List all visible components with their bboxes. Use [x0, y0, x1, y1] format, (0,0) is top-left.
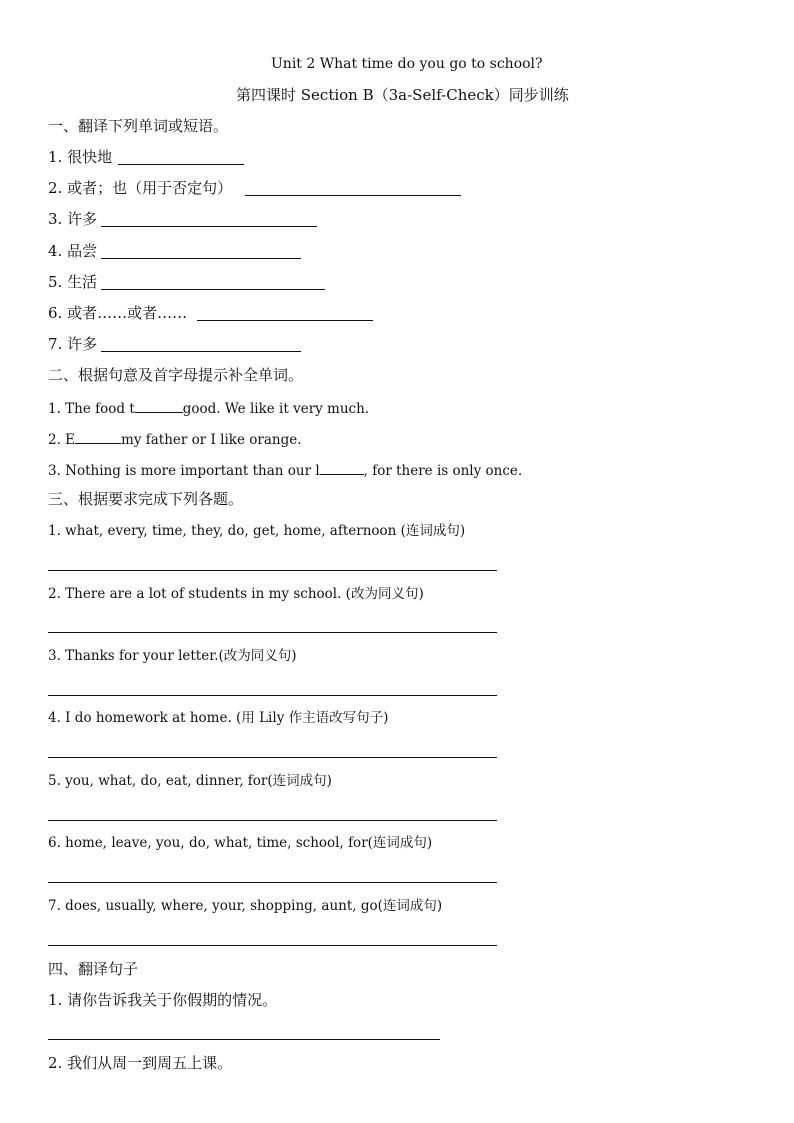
fill-item-2 — [48, 432, 302, 448]
task-item-7: 7. does, usually, where, your, shopping, aunt, go(连词成句) — [48, 898, 443, 914]
fill-item-2-pre: 2. E — [48, 432, 76, 448]
task-item-2: 2. There are a lot of students in my school. (改为同义句) — [48, 586, 424, 602]
fill-item-1-post: good. We like it very much. — [182, 401, 370, 417]
answer-line-7[interactable] — [48, 945, 497, 946]
task-item-1: 1. what, every, time, they, do, get, home, afternoon (连词成句) — [48, 523, 466, 539]
page-title: Unit 2 What time do you go to school? — [271, 56, 543, 72]
answer-blank-5[interactable] — [101, 289, 325, 290]
fill-blank-2[interactable] — [75, 432, 121, 444]
translate-answer-line-1[interactable] — [48, 1039, 440, 1040]
answer-blank-1[interactable] — [118, 164, 244, 165]
section2-heading: 二、根据句意及首字母提示补全单词。 — [48, 366, 304, 384]
task-item-6: 6. home, leave, you, do, what, time, school, for(连词成句) — [48, 835, 433, 851]
answer-line-5[interactable] — [48, 820, 497, 821]
fill-item-3 — [48, 463, 522, 479]
section1-item-2: 2. 或者；也（用于否定句） — [48, 179, 233, 197]
fill-item-3-post: , for there is only once. — [363, 463, 523, 479]
section1-item-5: 5. 生活 — [48, 273, 98, 291]
answer-blank-3[interactable] — [101, 226, 317, 227]
section1-item-7: 7. 许多 — [48, 335, 98, 353]
section1-item-4: 4. 品尝 — [48, 242, 98, 260]
answer-line-4[interactable] — [48, 757, 497, 758]
answer-blank-7[interactable] — [101, 351, 301, 352]
translate-item-2: 2. 我们从周一到周五上课。 — [48, 1054, 233, 1072]
task-item-4: 4. I do homework at home. (用 Lily 作主语改写句子) — [48, 710, 389, 726]
answer-blank-2[interactable] — [245, 195, 461, 196]
fill-blank-1[interactable] — [135, 401, 183, 413]
fill-item-3-pre: 3. Nothing is more important than our l — [48, 463, 320, 479]
section4-heading: 四、翻译句子 — [48, 960, 139, 978]
task-item-3: 3. Thanks for your letter.(改为同义句) — [48, 648, 297, 664]
section3-heading: 三、根据要求完成下列各题。 — [48, 490, 244, 508]
answer-blank-6[interactable] — [197, 320, 373, 321]
answer-line-2[interactable] — [48, 632, 497, 633]
answer-line-3[interactable] — [48, 695, 497, 696]
answer-blank-4[interactable] — [101, 258, 301, 259]
section1-item-6: 6. 或者……或者…… — [48, 304, 188, 322]
fill-item-2-post: my father or I like orange. — [121, 432, 302, 448]
answer-line-6[interactable] — [48, 882, 497, 883]
section1-item-3: 3. 许多 — [48, 210, 98, 228]
answer-line-1[interactable] — [48, 570, 497, 571]
section1-heading: 一、翻译下列单词或短语。 — [48, 117, 229, 135]
section1-item-1: 1. 很快地 — [48, 148, 113, 166]
fill-blank-3[interactable] — [320, 463, 364, 475]
task-item-5: 5. you, what, do, eat, dinner, for(连词成句) — [48, 773, 332, 789]
fill-item-1 — [48, 401, 369, 417]
fill-item-1-pre: 1. The food t — [48, 401, 135, 417]
page-subtitle: 第四课时 Section B（3a-Self-Check）同步训练 — [236, 86, 569, 104]
translate-item-1: 1. 请你告诉我关于你假期的情况。 — [48, 991, 278, 1009]
